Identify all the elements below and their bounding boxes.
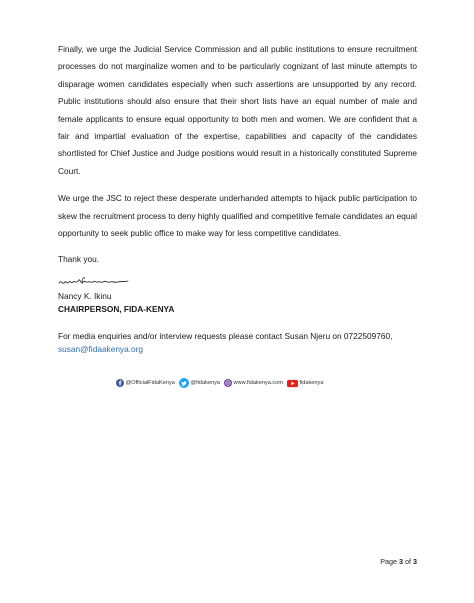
paragraph-finally: Finally, we urge the Judicial Service Commission and all public institutions to ensure recruitment processes do not marginalize women and to be particularly cognizant of last minute attempts to disparage women candidates especially when such assertions are unsupported by any record. Public institutions should also ensure that their short lists have an equal number of male and female applicants to ensure equal opportunity to both men and women. We are confident that a fair and impartial evaluation of the expertise, capabilities and capacity of the candidates shortlisted for Chief Justice and Judge positions would result in a historically constituted Supreme Court.: [58, 44, 417, 176]
signature-icon: [58, 274, 138, 288]
page-total: 3: [413, 557, 417, 566]
page-number: [380, 557, 417, 566]
letter-body: [58, 41, 417, 356]
social-links: [116, 378, 416, 388]
twitter-handle: @fidakenya: [190, 380, 221, 386]
media-text: For media enquiries and/or interview requests please contact Susan Njeru on 0722509760,: [58, 331, 393, 342]
signatory-title: CHAIRPERSON, FIDA-KENYA: [58, 304, 175, 315]
social-website[interactable]: [224, 379, 283, 387]
youtube-icon: [287, 379, 298, 388]
email-link[interactable]: susan@fidaakenya.org: [58, 344, 143, 355]
facebook-handle: @OfficialFidaKenya: [125, 380, 175, 386]
website-url: www.fidakenya.com: [233, 380, 283, 386]
twitter-icon: [179, 378, 189, 388]
social-youtube[interactable]: [287, 379, 323, 388]
signatory-name: Nancy K. Ikinu: [58, 291, 112, 302]
social-facebook[interactable]: [116, 379, 175, 387]
page-of: of: [405, 557, 411, 566]
page-current: 3: [399, 557, 403, 566]
social-twitter[interactable]: [179, 378, 220, 388]
facebook-icon: [116, 379, 124, 387]
closing-text: Thank you.: [58, 254, 100, 265]
paragraph-jsc: We urge the JSC to reject these desperate underhanded attempts to hijack public participation to skew the recruitment process to deny highly qualified and competitive female candidates an equal opportunity to seek public office to make way for less competitive candidates.: [58, 193, 417, 239]
media-enquiries: [58, 330, 417, 356]
globe-icon: [224, 379, 232, 387]
page-label: Page: [380, 557, 397, 566]
youtube-handle: fidakenya: [299, 380, 324, 386]
